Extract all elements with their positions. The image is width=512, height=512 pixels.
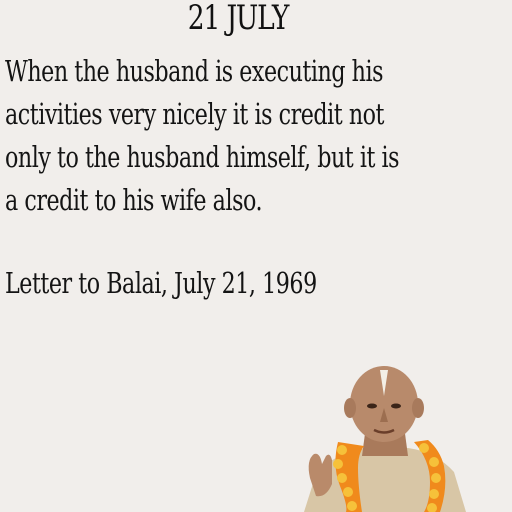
ear-left (344, 398, 356, 418)
quote-source: Letter to Balai, July 21, 1969 (5, 266, 317, 300)
quote-text (5, 50, 433, 222)
quote-line: only to the husband himself, but it is (5, 140, 400, 174)
eye-left (367, 404, 377, 409)
quote-line: a credit to his wife also. (5, 183, 263, 217)
quote-line: activities very nicely it is credit not (5, 97, 385, 131)
speaker-portrait (296, 356, 472, 512)
date-heading: 21 JULY (187, 0, 289, 38)
ear-right (412, 398, 424, 418)
quote-line: When the husband is executing his (5, 54, 384, 88)
eye-right (391, 404, 401, 409)
